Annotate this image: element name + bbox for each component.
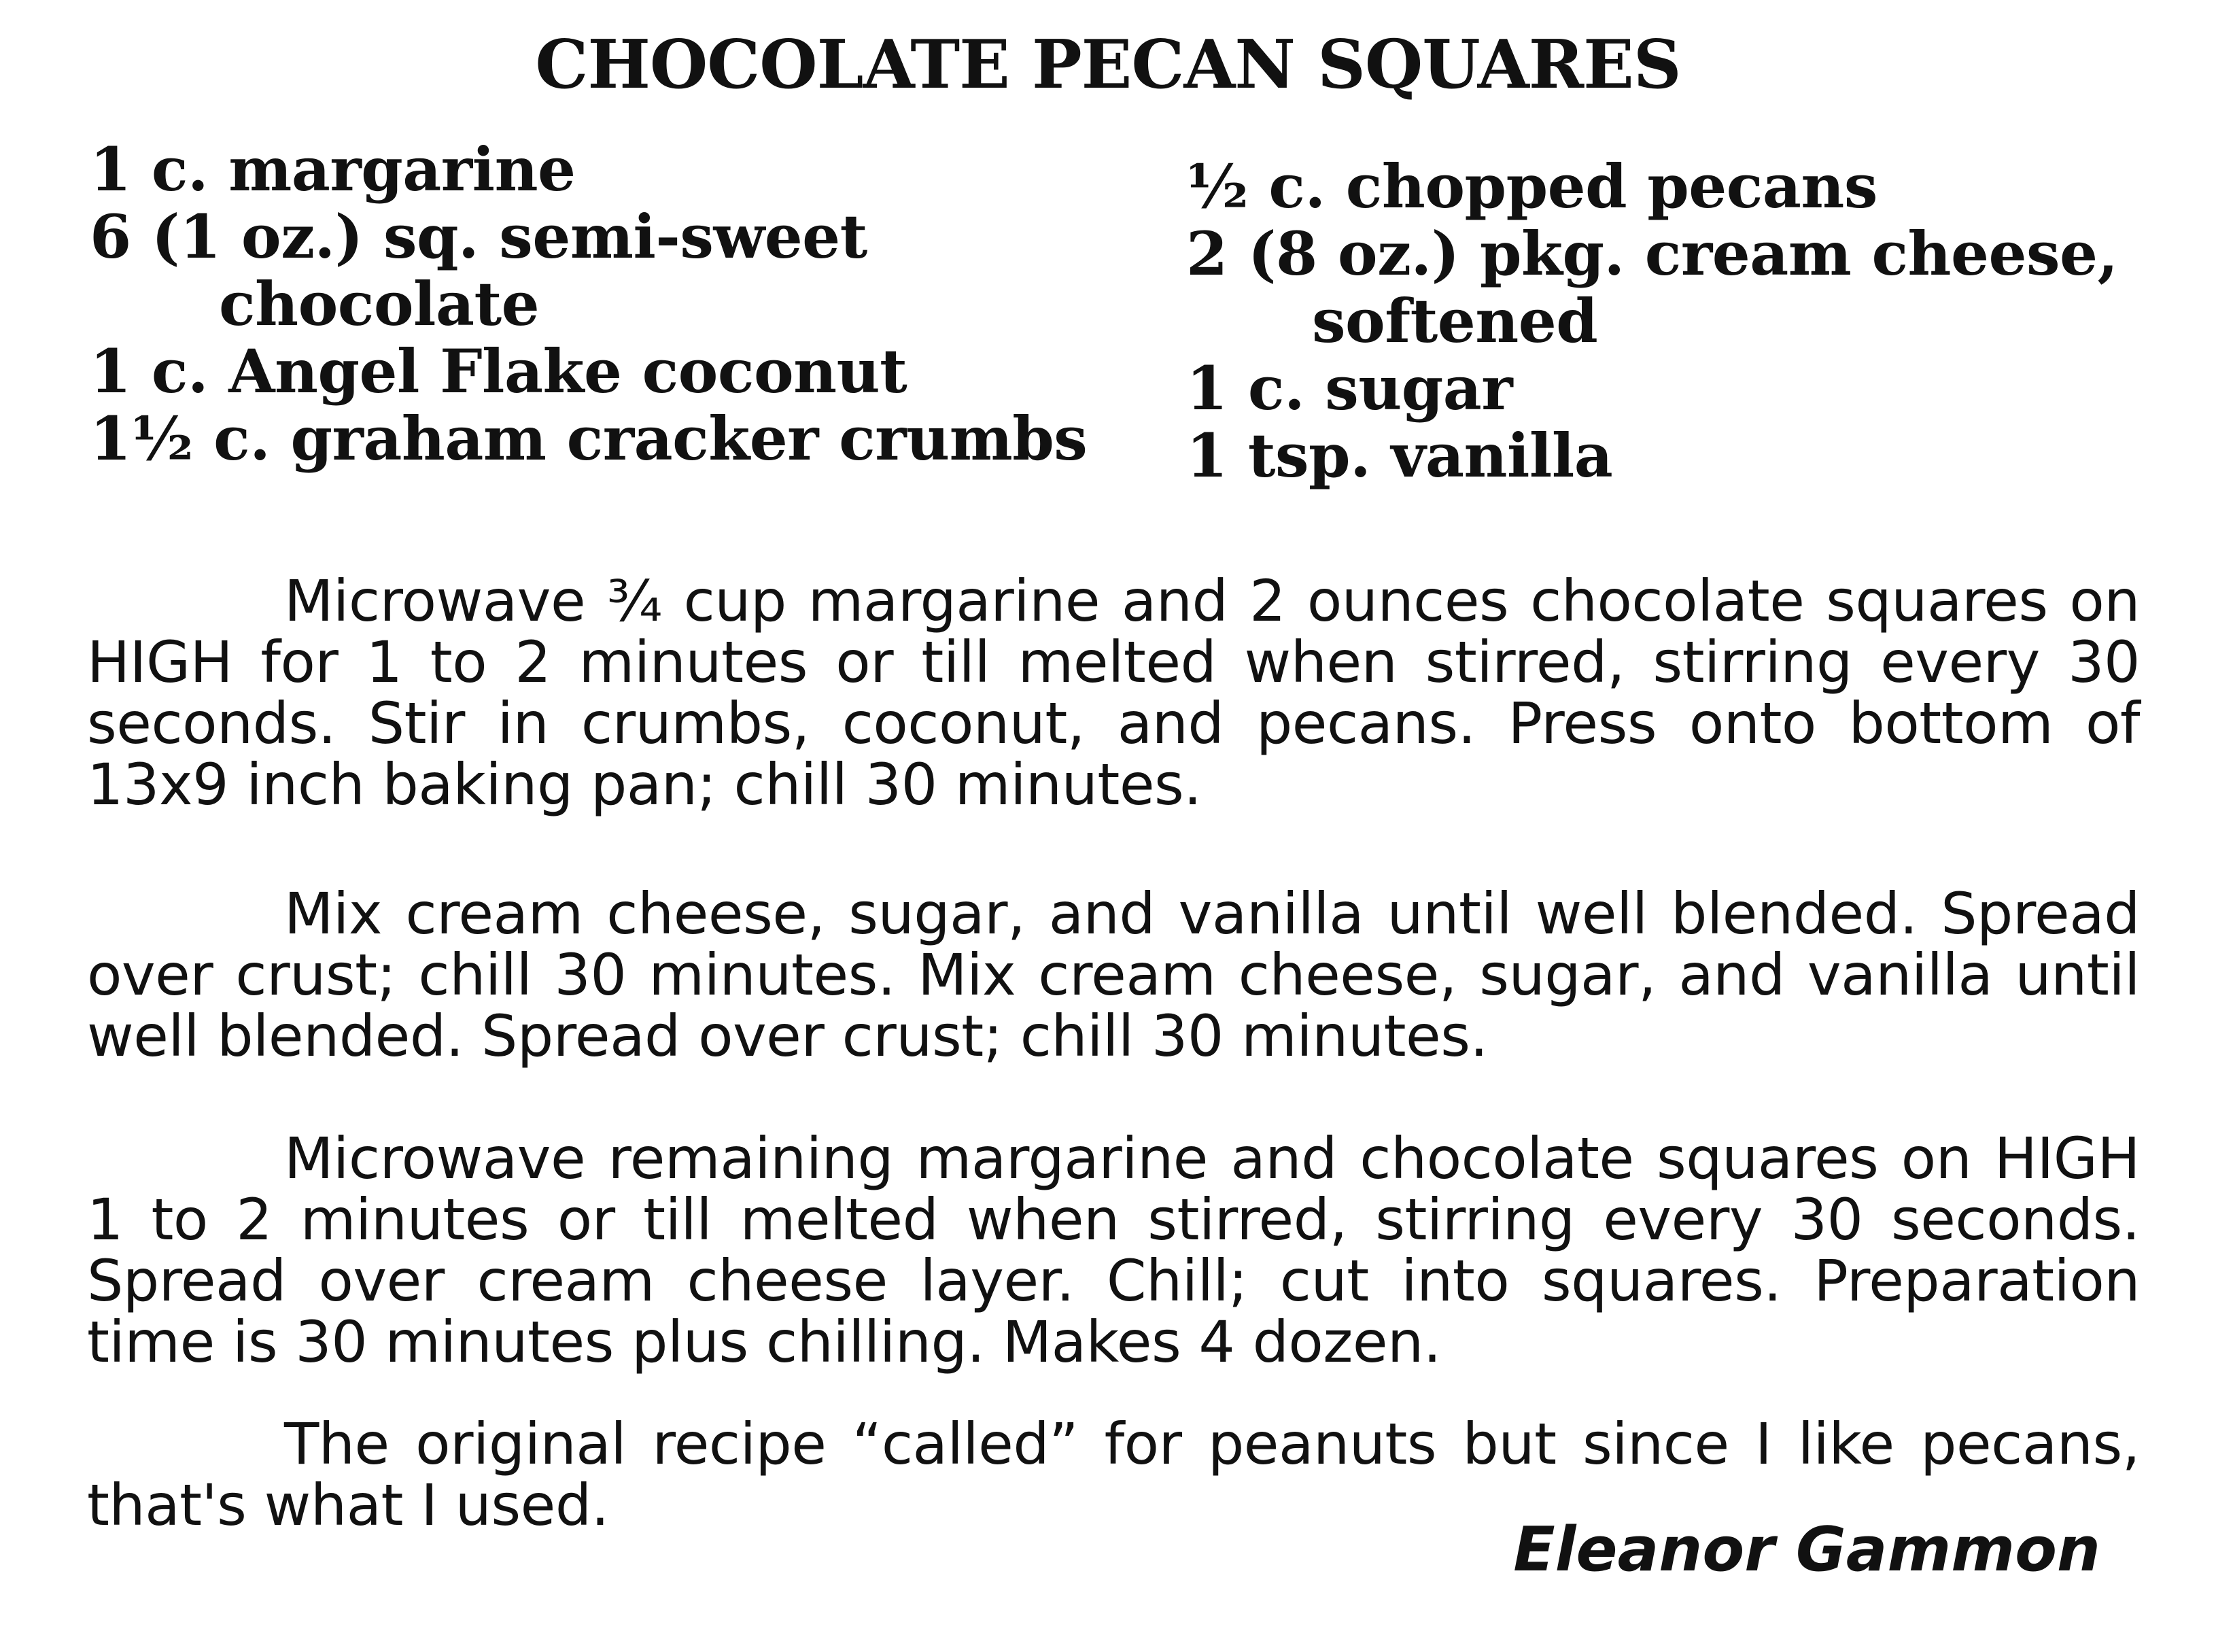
ingredient-item-continued: softened [1312, 286, 1598, 356]
instruction-paragraph-filling: Mix cream cheese, sugar, and vanilla until well blended. Spread over crust; chill 30 minutes. Mix cream cheese, sugar, and vanilla until well blended. Spread over crust; chill 30 minutes. [87, 880, 2140, 1069]
ingredient-item: 1 c. sugar [1186, 353, 1513, 424]
author-signature: Eleanor Gammon [1513, 1514, 2100, 1585]
instruction-paragraph-crust: Microwave ¾ cup margarine and 2 ounces chocolate squares on HIGH for 1 to 2 minutes or till melted when stirred, stirring every 30 seconds. Stir in crumbs, coconut, and pecans. Press onto bottom of 13x9 inch baking pan; chill 30 minutes. [87, 568, 2140, 818]
recipe-note: The original recipe “called” for peanuts but since I like pecans, that's what I used. [87, 1411, 2140, 1538]
ingredients-left-column [90, 136, 1109, 472]
ingredient-item: 6 (1 oz.) sq. semi-sweet [90, 201, 867, 272]
ingredient-item-continued: chocolate [219, 269, 540, 339]
recipe-title: CHOCOLATE PECAN SQUARES [535, 26, 1681, 104]
ingredients-right-column [1186, 153, 2172, 489]
ingredient-item: 2 (8 oz.) pkg. cream cheese, [1186, 218, 2118, 289]
ingredient-item: 1 c. Angel Flake coconut [90, 336, 907, 407]
ingredient-item: 1½ c. graham cracker crumbs [90, 403, 1088, 474]
ingredient-item: 1 c. margarine [90, 134, 576, 205]
instruction-paragraph-topping: Microwave remaining margarine and chocolate squares on HIGH 1 to 2 minutes or till melted when stirred, stirring every 30 seconds. Spread over cream cheese layer. Chill; cut into squares. Preparation time is 30 minutes plus chilling. Makes 4 dozen. [87, 1125, 2140, 1375]
ingredient-item: 1 tsp. vanilla [1186, 420, 1613, 491]
ingredient-item: ½ c. chopped pecans [1186, 151, 1877, 222]
